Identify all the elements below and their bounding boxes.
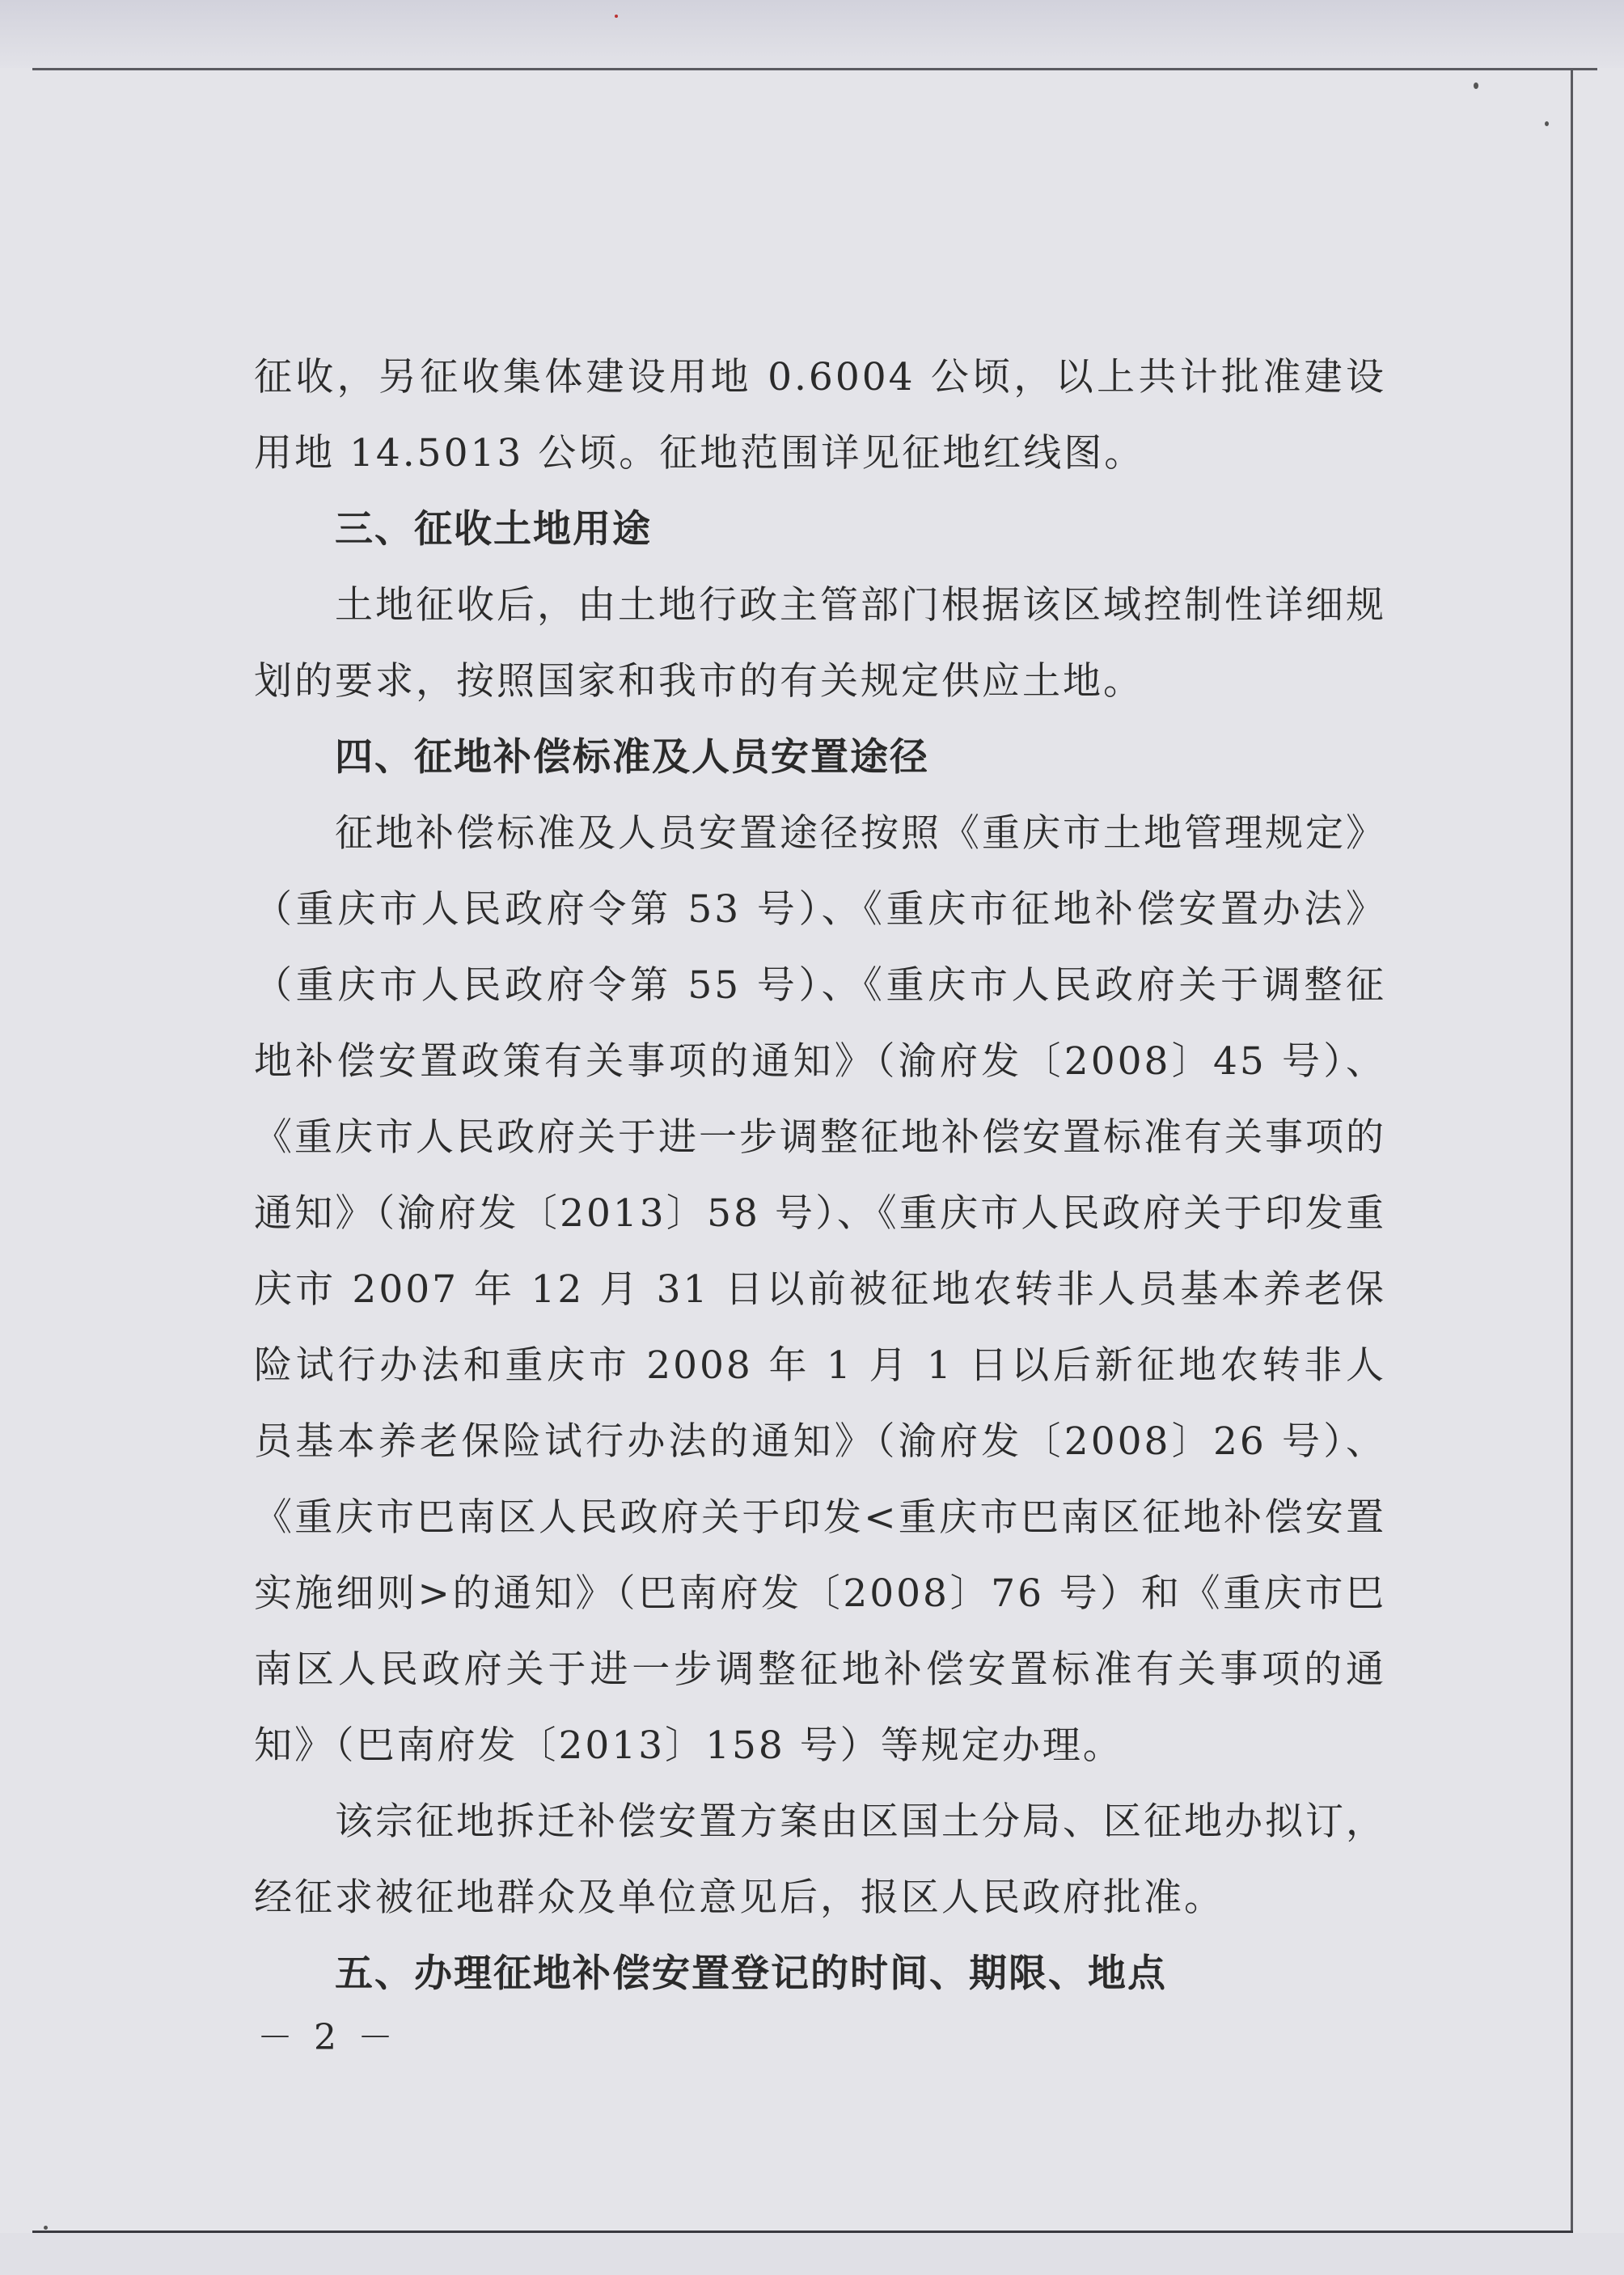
scan-speck — [615, 15, 618, 18]
paragraph-approval: 该宗征地拆迁补偿安置方案由区国土分局、区征地办拟订，经征求被征地群众及单位意见后，报区人民政府批准。 — [254, 1799, 1386, 1920]
scan-frame-right — [1571, 68, 1573, 2231]
page-number: － 2 － — [257, 2017, 398, 2058]
scan-frame-top — [32, 68, 1597, 70]
document-body — [254, 340, 1386, 2012]
heading-compensation: 四、征地补偿标准及人员安置途径 — [335, 735, 929, 780]
scan-bottom-edge — [0, 2233, 1624, 2275]
heading-registration: 五、办理征地补偿安置登记的时间、期限、地点 — [335, 1952, 1167, 1996]
scan-speck — [1545, 121, 1549, 126]
scan-speck — [1474, 82, 1478, 89]
paragraph-land-area: 征收，另征收集体建设用地 0.6004 公顷，以上共计批准建设用地 14.5013 公顷。征地范围详见征地红线图。 — [254, 355, 1386, 476]
heading-land-use: 三、征收土地用途 — [335, 507, 652, 552]
paragraph-compensation: 征地补偿标准及人员安置途径按照《重庆市土地管理规定》（重庆市人民政府令第 53 号）、《重庆市征地补偿安置办法》（重庆市人民政府令第 55 号）、《重庆市人民政府关于调整征地补偿安置政策有关事项的通知》（渝府发〔2008〕45 号）、《重庆市人民政府关于进一步调整征地补偿安置标准有关事项的通知》（渝府发〔2013〕58 号）、《重庆市人民政府关于印发重庆市 2007 年 12 月 31 日以前被征地农转非人员基本养老保险试行办法和重庆市 2008 年 1 月 1 日以后新征地农转非人员基本养老保险试行办法的通知》（渝府发〔2008〕26 号）、《重庆市巴南区人民政府关于印发<重庆市巴南区征地补偿安置实施细则>的通知》（巴南府发〔2008〕76 号）和《重庆市巴南区人民政府关于进一步调整征地补偿安置标准有关事项的通知》（巴南府发〔2013〕158 号）等规定办理。 — [254, 811, 1386, 1768]
scan-top-edge — [0, 0, 1624, 68]
scan-speck — [44, 2226, 48, 2230]
paragraph-land-use: 土地征收后，由土地行政主管部门根据该区域控制性详细规划的要求，按照国家和我市的有关规定供应土地。 — [254, 583, 1386, 704]
